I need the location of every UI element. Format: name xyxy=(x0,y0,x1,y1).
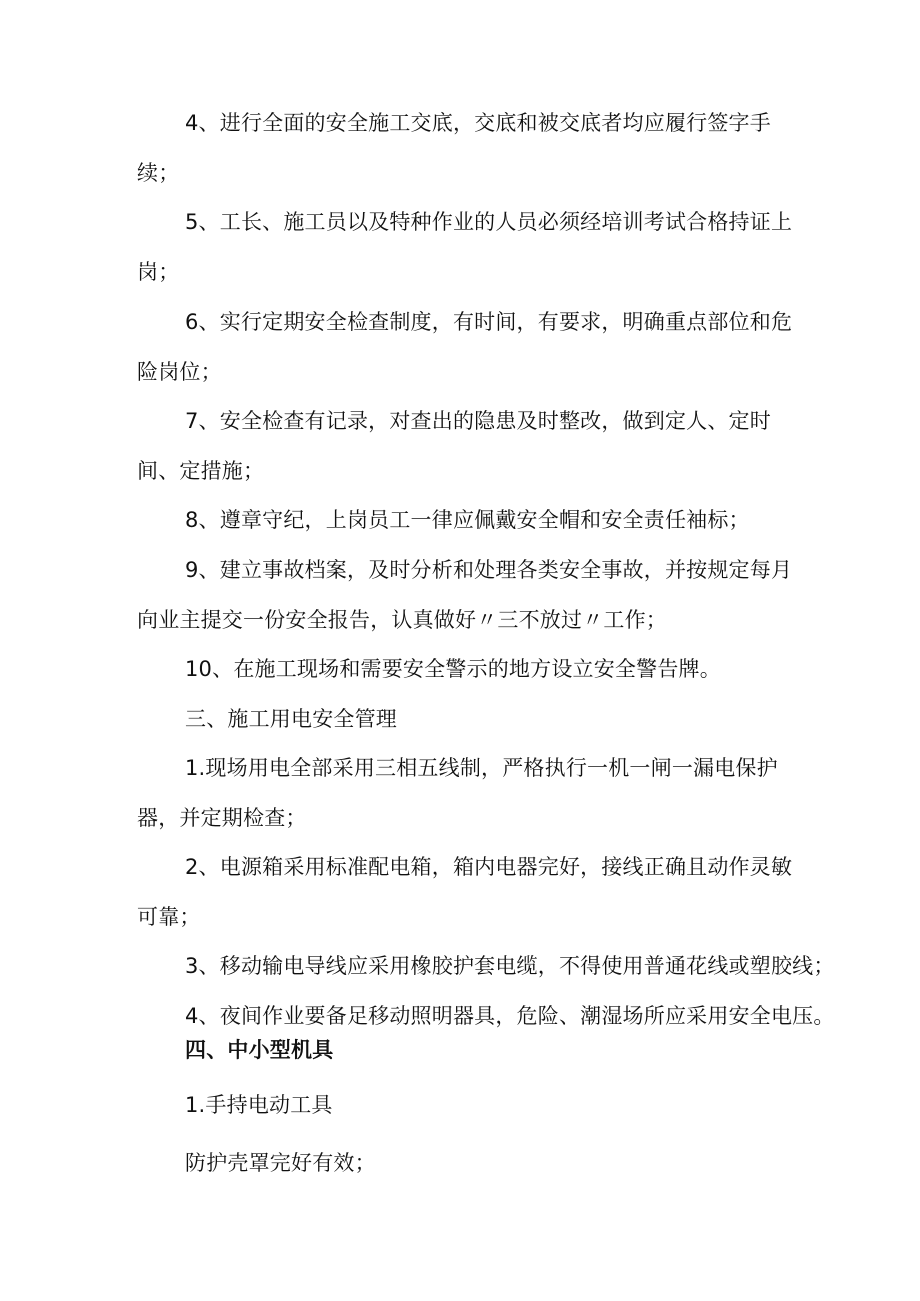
paragraph-protective-cover: 防护壳罩完好有效； xyxy=(185,1151,376,1175)
paragraph-item-5-certified-personnel: 5、工长、施工员以及特种作业的人员必须经培训考试合格持证上岗； xyxy=(137,210,793,284)
paragraph-item-8-discipline: 8、遵章守纪，上岗员工一律应佩戴安全帽和安全责任袖标； xyxy=(185,508,750,532)
paragraph-item-6-regular-inspection: 6、实行定期安全检查制度，有时间，有要求，明确重点部位和危险岗位； xyxy=(137,310,793,384)
section-heading-electrical-safety: 三、施工用电安全管理 xyxy=(185,707,397,731)
paragraph-electrical-3-cables: 3、移动输电导线应采用橡胶护套电缆，不得使用普通花线或塑胶线； xyxy=(185,954,835,978)
paragraph-item-7-inspection-records: 7、安全检查有记录，对查出的隐患及时整改，做到定人、定时间、定措施； xyxy=(137,409,771,483)
section-heading-small-machinery: 四、中小型机具 xyxy=(185,1038,334,1062)
paragraph-item-10-warning-signs: 10、在施工现场和需要安全警示的地方设立安全警告牌。 xyxy=(185,657,721,681)
paragraph-electrical-2-distribution-box: 2、电源箱采用标准配电箱，箱内电器完好，接线正确且动作灵敏可靠； xyxy=(137,855,793,929)
paragraph-item-9-accident-files: 9、建立事故档案，及时分析和处理各类安全事故，并按规定每月向业主提交一份安全报告，认真做好〃三不放过〃工作； xyxy=(137,558,793,632)
paragraph-item-4-safety-briefing: 4、进行全面的安全施工交底，交底和被交底者均应履行签字手续； xyxy=(137,111,771,185)
subheading-hand-power-tools: 1.手持电动工具 xyxy=(185,1093,333,1117)
paragraph-electrical-4-night-lighting: 4、夜间作业要备足移动照明器具，危险、潮湿场所应采用安全电压。 xyxy=(185,1004,835,1028)
paragraph-electrical-1-five-wire: 1.现场用电全部采用三相五线制，严格执行一机一闸一漏电保护器，并定期检查； xyxy=(137,756,778,830)
